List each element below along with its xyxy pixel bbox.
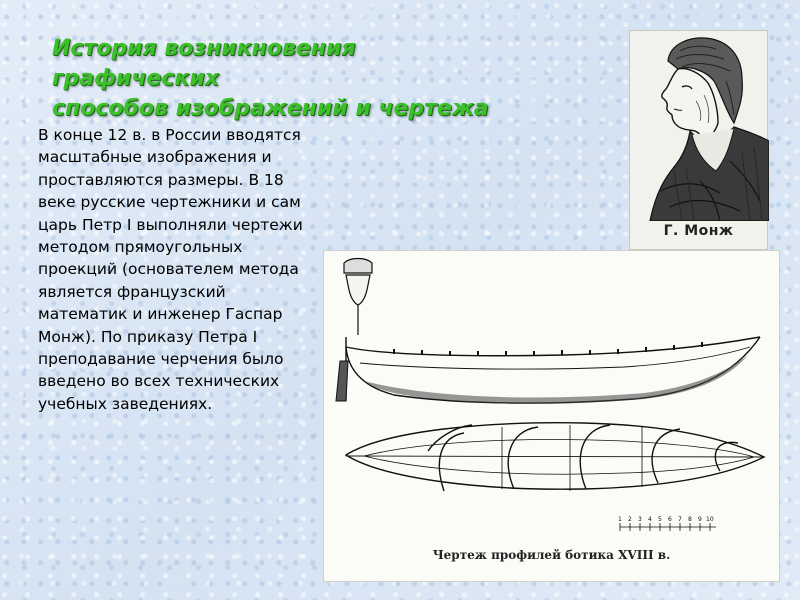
scale-label: 6	[668, 516, 672, 523]
scale-label: 10	[706, 516, 714, 523]
scale-label: 3	[638, 516, 642, 523]
scale-label: 7	[678, 516, 682, 523]
slide-title-line-2: способов изображений и чертежа	[52, 96, 489, 121]
scale-label: 5	[658, 516, 662, 523]
scale-label: 4	[648, 516, 652, 523]
boat-drawing	[323, 250, 780, 582]
monge-portrait	[629, 30, 768, 250]
scale-label: 2	[628, 516, 632, 523]
slide-title-line-1: История возникновения графических	[52, 36, 356, 91]
portrait-engraving-image	[630, 31, 769, 221]
slide-title	[52, 34, 522, 124]
boat-profile-drawing-image	[324, 251, 781, 541]
portrait-caption: Г. Монж	[663, 223, 734, 239]
scale-label: 9	[698, 516, 702, 523]
body-paragraph: В конце 12 в. в России вводятся масштабные изображения и проставляются размеры. В 18 веке русские чертежники и сам царь Петр I выполняли чертежи методом прямоугольных проекций (основателем метода является французский математик и инженер Гаспар Монж). По приказу Петра I преподавание черчения было введено во всех технических учебных заведениях.	[38, 126, 303, 413]
scale-label: 8	[688, 516, 692, 523]
drawing-caption: Чертеж профилей ботика XVIII в.	[432, 548, 671, 562]
scale-label: 1	[618, 516, 622, 523]
